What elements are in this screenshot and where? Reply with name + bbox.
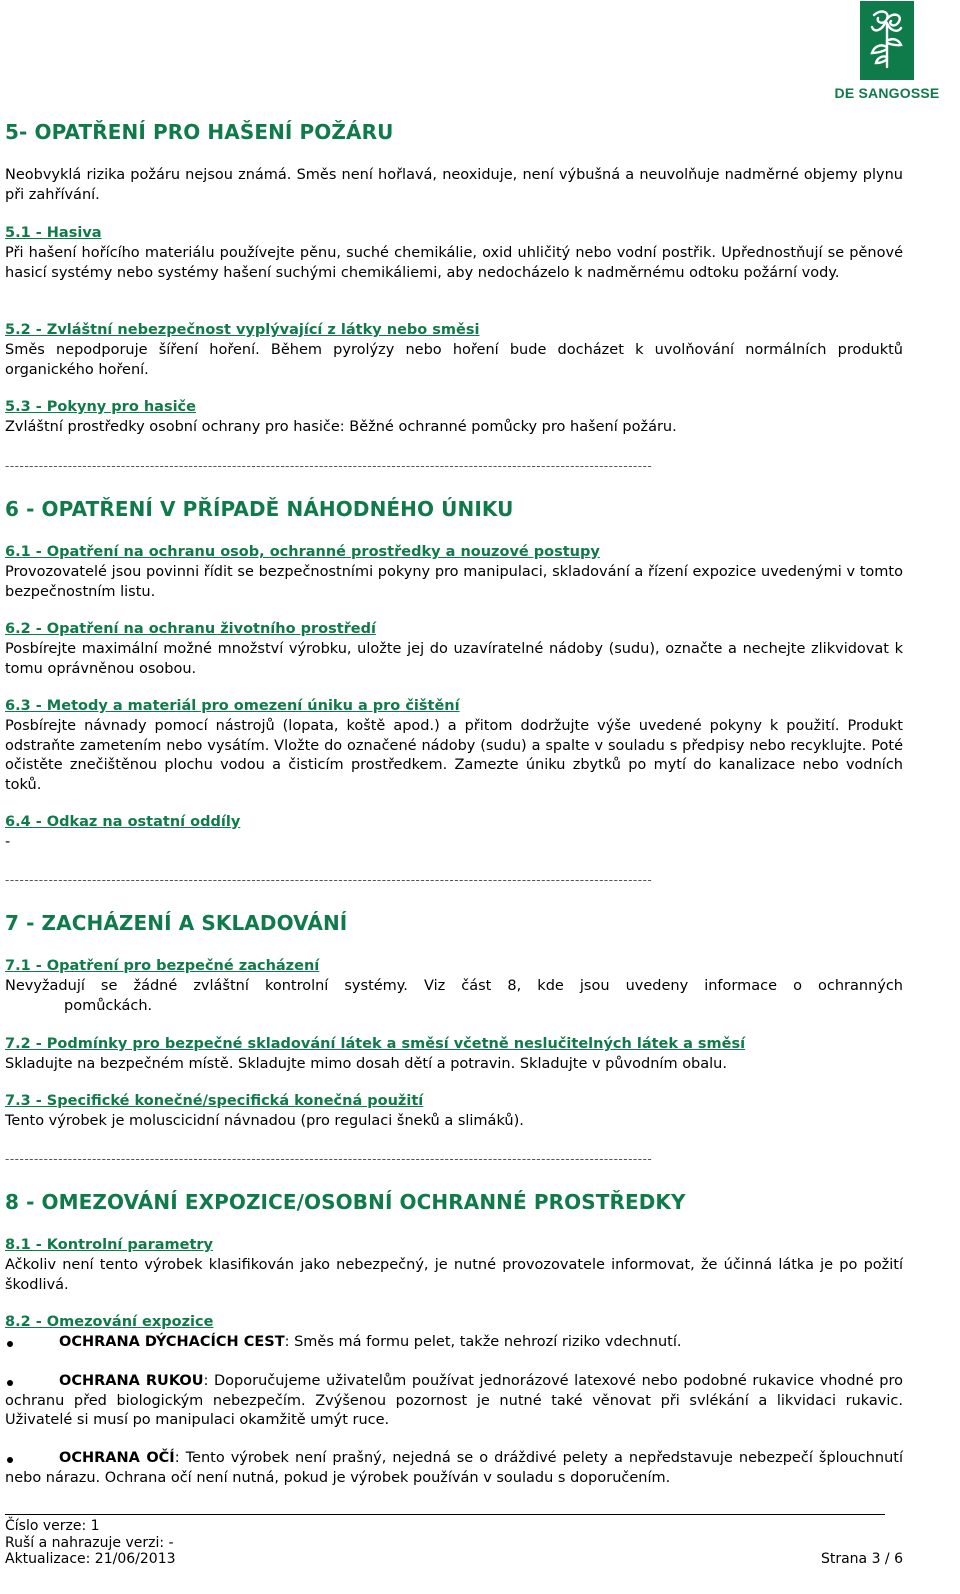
section-7-title: 7 - ZACHÁZENÍ A SKLADOVÁNÍ [5,911,348,935]
bullet-icon [7,1380,13,1386]
section-6-title: 6 - OPATŘENÍ V PŘÍPADĚ NÁHODNÉHO ÚNIKU [5,497,514,521]
section-7-1-text: Nevyžadují se žádné zvláštní kontrolní systémy. Viz část 8, kde jsou uvedeny informace o ochranných [5,978,903,994]
bullet-label: OCHRANA OČÍ [59,1450,175,1466]
section-7-1-text-cont: pomůckách. [64,998,153,1014]
section-6-1-title: 6.1 - Opatření na ochranu osob, ochranné prostředky a nouzové postupy [5,544,600,560]
bullet-label: OCHRANA RUKOU [59,1373,204,1389]
separator: -------------------------------------------------------------------------------------------------------------------------------------- [5,873,653,887]
bullet-icon [7,1457,13,1463]
company-logo [832,0,942,104]
section-5-2-text: Směs nepodporuje šíření hoření. Během pyrolýzy nebo hoření bude docházet k uvolňování normálních produktů organického hoření. [5,342,903,378]
bullet-hands [5,1372,903,1431]
footer-replaces: Ruší a nahrazuje verzi: - [5,1535,174,1551]
bullet-respiratory [5,1333,903,1353]
section-7-2-text: Skladujte na bezpečném místě. Skladujte mimo dosah dětí a potravin. Skladujte v původním obalu. [5,1056,727,1072]
section-7-2-title: 7.2 - Podmínky pro bezpečné skladování látek a směsí včetně neslučitelných látek a směsí [5,1036,746,1052]
bullet-text: : Tento výrobek není prašný, nejedná se o dráždivé pelety a nepředstavuje nebezpečí šplouchnutí nebo nárazu. Ochrana očí není nutná, pokud je výrobek používán v souladu s doporučením. [5,1450,903,1486]
footer-divider [5,1514,885,1515]
section-6-3-title: 6.3 - Metody a materiál pro omezení úniku a pro čištění [5,698,460,714]
section-6-4-text: - [5,834,11,850]
section-6-2-text: Posbírejte maximální možné množství výrobku, uložte jej do uzavíratelné nádoby (sudu), označte a nechejte zlikvidovat k tomu oprávněnou osobou. [5,641,903,677]
flower-logo-icon [860,1,914,80]
footer-updated: Aktualizace: 21/06/2013 [5,1551,176,1567]
separator: -------------------------------------------------------------------------------------------------------------------------------------- [5,459,653,473]
bullet-text: : Doporučujeme uživatelům používat jednorázové latexové nebo podobné rukavice vhodné pro ochranu před biologickým nebezpečím. Zvýšenou pozornost je nutné také věnovat při svlékání a likvidaci rukavic. Uživatelé si musí po manipulaci okamžitě umýt ruce. [5,1373,903,1428]
bullet-text: : Směs má formu pelet, takže nehrozí riziko vdechnutí. [284,1334,682,1350]
section-5-3-text: Zvláštní prostředky osobní ochrany pro hasiče: Běžné ochranné pomůcky pro hašení požáru. [5,419,677,435]
section-6-2-title: 6.2 - Opatření na ochranu životního prostředí [5,621,376,637]
section-6-1-text: Provozovatelé jsou povinni řídit se bezpečnostními pokyny pro manipulaci, skladování a řízení expozice uvedenými v tomto bezpečnostním listu. [5,564,903,600]
section-7-3-title: 7.3 - Specifické konečné/specifická konečná použití [5,1093,424,1109]
bullet-eyes [5,1449,903,1488]
section-5-1-text: Při hašení hořícího materiálu používejte pěnu, suché chemikálie, oxid uhličitý nebo vodní postřik. Upřednostňují se pěnové hasicí systémy nebo systémy hašení suchými chemikáliemi, aby nedocházelo k nadměrnému odtoku požární vody. [5,245,903,281]
section-8-2-title: 8.2 - Omezování expozice [5,1314,214,1330]
section-5-3-title: 5.3 - Pokyny pro hasiče [5,399,196,415]
bullet-label: OCHRANA DÝCHACÍCH CEST [59,1334,285,1350]
section-8-1-text: Ačkoliv není tento výrobek klasifikován jako nebezpečný, je nutné provozovatele informovat, že účinná látka je po požití škodlivá. [5,1257,903,1293]
section-7-3-text: Tento výrobek je moluscicidní návnadou (pro regulaci šneků a slimáků). [5,1113,524,1129]
footer-version: Číslo verze: 1 [5,1518,100,1534]
bullet-icon [7,1341,13,1347]
section-5-2-title: 5.2 - Zvláštní nebezpečnost vyplývající z látky nebo směsi [5,322,480,338]
section-5-title: 5- OPATŘENÍ PRO HAŠENÍ POŽÁRU [5,120,394,144]
footer-page-number: Strana 3 / 6 [820,1551,903,1567]
separator: -------------------------------------------------------------------------------------------------------------------------------------- [5,1152,653,1166]
section-8-1-title: 8.1 - Kontrolní parametry [5,1237,213,1253]
section-8-title: 8 - OMEZOVÁNÍ EXPOZICE/OSOBNÍ OCHRANNÉ PROSTŘEDKY [5,1190,686,1214]
section-6-4-title: 6.4 - Odkaz na ostatní oddíly [5,814,241,830]
section-7-1-title: 7.1 - Opatření pro bezpečné zacházení [5,958,320,974]
brand-name: DE SANGOSSE [834,85,940,101]
section-6-3-text: Posbírejte návnady pomocí nástrojů (lopata, koště apod.) a přitom dodržujte výše uvedené pokyny k použití. Produkt odstraňte zametením nebo vysátím. Vložte do označené nádoby (sudu) a spalte v souladu s předpisy nebo recyklujte. Poté očistěte znečištěnou plochu vodou a čisticím prostředkem. Zamezte úniku zbytků po mytí do kanalizace nebo vodních toků. [5,718,903,793]
section-5-intro: Neobvyklá rizika požáru nejsou známá. Směs není hořlavá, neoxiduje, není výbušná a neuvolňuje nadměrné objemy plynu při zahřívání. [5,167,903,203]
section-5-1-title: 5.1 - Hasiva [5,225,102,241]
